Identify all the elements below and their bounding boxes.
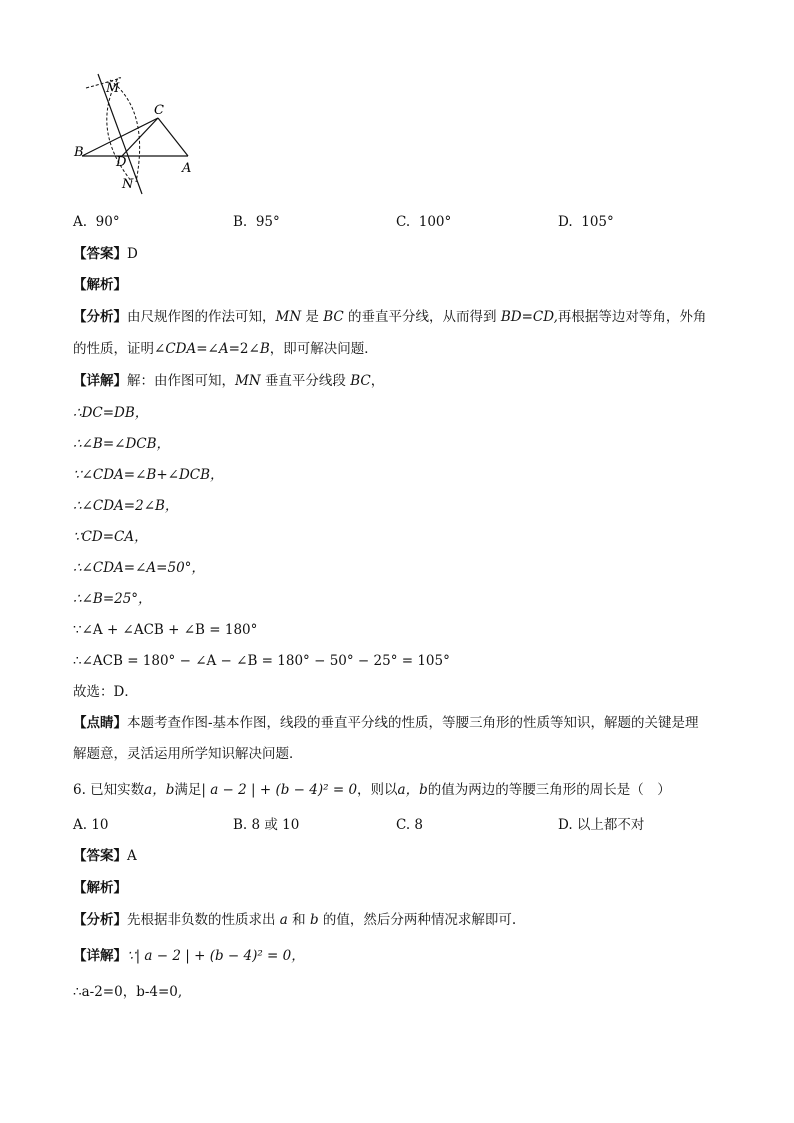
q6-option-a: A. 10 [73, 817, 109, 833]
segment-ca [158, 118, 188, 156]
q6-detail-line: 【详解】∵| a − 2 | + (b − 4)² = 0， [73, 948, 305, 964]
q5-option-b: B. 95° [233, 214, 280, 230]
q5-step-4: ∴∠CDA=2∠B， [73, 498, 179, 514]
label-b: B [74, 145, 84, 160]
geometry-figure [70, 70, 210, 200]
q5-option-a: A. 90° [73, 214, 120, 230]
label-m: M [106, 81, 120, 96]
label-c: C [154, 103, 164, 118]
label-d: D [116, 155, 127, 170]
q5-dianjing-line1: 【点睛】本题考查作图-基本作图，线段的垂直平分线的性质，等腰三角形的性质等知识，解题的关键是理 [73, 715, 699, 731]
label-a: A [182, 161, 192, 176]
q5-option-d: D. 105° [558, 214, 614, 230]
q5-step-3: ∵∠CDA=∠B+∠DCB， [73, 467, 224, 483]
q5-step-8: ∵∠A + ∠ACB + ∠B = 180° [73, 622, 258, 638]
segment-bc [82, 118, 158, 156]
line-mn [98, 74, 142, 194]
q6-option-d: D. 以上都不对 [558, 817, 645, 833]
q5-step-1: ∴DC=DB， [73, 405, 149, 421]
q5-choose: 故选：D． [73, 684, 138, 700]
q5-step-6: ∴∠CDA=∠A=50°， [73, 560, 205, 576]
q6-answer: 【答案】A [73, 848, 137, 864]
segment-cd [122, 118, 158, 156]
q6-option-c: C. 8 [396, 817, 424, 833]
q5-fenxi-line2: 的性质，证明∠CDA=∠A=2∠B，即可解决问题． [73, 341, 378, 357]
q6-fenxi-line: 【分析】先根据非负数的性质求出 a 和 b 的值，然后分两种情况求解即可. [73, 912, 517, 928]
label-n: N [122, 177, 134, 192]
q5-step-2: ∴∠B=∠DCB， [73, 436, 171, 452]
q6-last-line: ∴a-2=0，b-4=0, [73, 984, 183, 1000]
q6-stem: 6. 已知实数a，b满足| a − 2 | + (b − 4)² = 0，则以a，b的值为两边的等腰三角形的周长是（ ） [73, 782, 671, 798]
q5-detail-line: 【详解】解：由作图可知，MN 垂直平分线段 BC， [73, 373, 385, 389]
q5-answer: 【答案】D [73, 246, 138, 262]
q5-analysis-heading: 【解析】 [73, 277, 127, 293]
q5-step-5: ∵CD=CA， [73, 529, 148, 545]
q5-option-c: C. 100° [396, 214, 452, 230]
q5-dianjing-line2: 解题意，灵活运用所学知识解决问题． [73, 746, 303, 762]
q6-option-b: B. 8 或 10 [233, 817, 300, 833]
q6-analysis-heading: 【解析】 [73, 880, 127, 896]
q5-fenxi-line1: 【分析】由尺规作图的作法可知，MN 是 BC 的垂直平分线，从而得到 BD=CD,再根据等边对等角，外角 [73, 309, 707, 325]
q5-step-7: ∴∠B=25°， [73, 591, 152, 607]
q5-step-9: ∴∠ACB = 180° − ∠A − ∠B = 180° − 50° − 25° = 105° [73, 653, 450, 669]
